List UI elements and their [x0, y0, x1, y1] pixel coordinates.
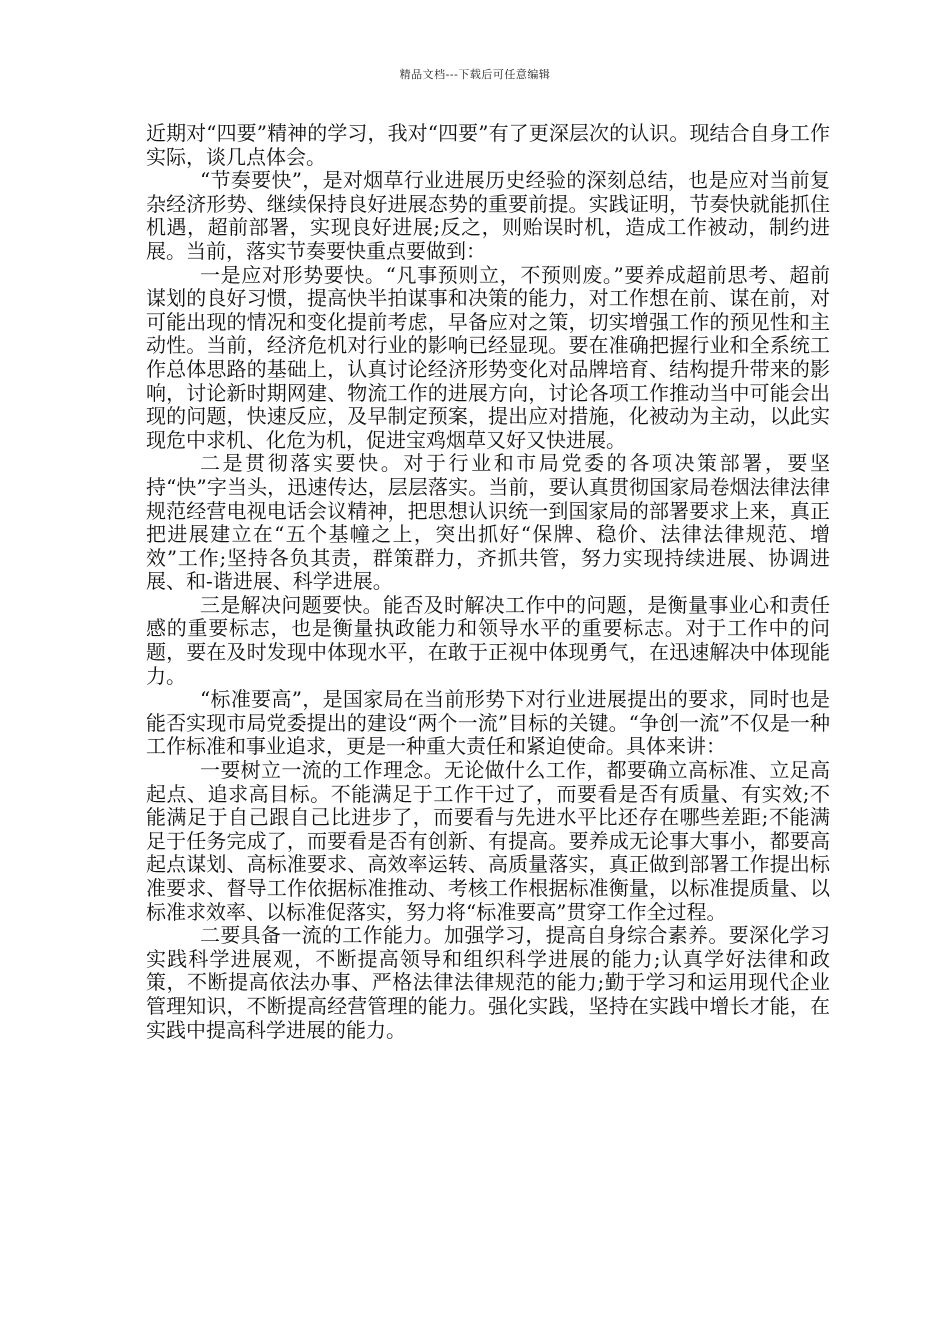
paragraph: 一是应对形势要快。“凡事预则立，不预则废。”要养成超前思考、超前谋划的良好习惯，提高快半拍谋事和决策的能力，对工作想在前、谋在前，对可能出现的情况和变化提前考虑，早备应对之策，切实增强工作的预见性和主动性。当前，经济危机对行业的影响已经显现。要在准确把握行业和全系统工作总体思路的基础上，认真讨论经济形势变化对品牌培育、结构提升带来的影响，讨论新时期网建、物流工作的进展方向，讨论各项工作推动当中可能会出现的问题，快速反应，及早制定预案，提出应对措施，化被动为主动，以此实现危中求机、化危为机，促进宝鸡烟草又好又快进展。 [146, 262, 830, 452]
paragraph: 三是解决问题要快。能否及时解决工作中的问题，是衡量事业心和责任感的重要标志，也是衡量执政能力和领导水平的重要标志。对于工作中的问题，要在及时发现中体现水平，在敢于正视中体现勇气，在迅速解决中体现能力。 [146, 592, 830, 688]
page-header: 精品文档---下载后可任意编辑 [399, 68, 551, 81]
paragraph: “节奏要快”，是对烟草行业进展历史经验的深刻总结，也是应对当前复杂经济形势、继续保持良好进展态势的重要前提。实践证明，节奏快就能抓住机遇，超前部署，实现良好进展;反之，则贻误时机，造成工作被动，制约进展。当前，落实节奏要快重点要做到： [146, 168, 830, 263]
paragraph: 近期对“四要”精神的学习，我对“四要”有了更深层次的认识。现结合自身工作实际，谈几点体会。 [146, 121, 830, 169]
document-body [146, 122, 830, 1042]
paragraph: 二是贯彻落实要快。对于行业和市局党委的各项决策部署，要坚持“快”字当头，迅速传达，层层落实。当前，要认真贯彻国家局卷烟法律法律规范经营电视电话会议精神，把思想认识统一到国家局的部署要求上来，真正把进展建立在“五个基幢之上，突出抓好“保牌、稳价、法律法律规范、增效”工作;坚持各负其责，群策群力，齐抓共管，努力实现持续进展、协调进展、和-谐进展、科学进展。 [146, 451, 830, 594]
paragraph: 一要树立一流的工作理念。无论做什么工作，都要确立高标准、立足高起点、追求高目标。不能满足于工作干过了，而要看是否有质量、有实效;不能满足于自己跟自己比进步了，而要看与先进水平比还存在哪些差距;不能满足于任务完成了，而要看是否有创新、有提高。要养成无论事大事小，都要高起点谋划、高标准要求、高效率运转、高质量落实，真正做到部署工作提出标准要求、督导工作依据标准推动、考核工作根据标准衡量，以标准提质量、以标准求效率、以标准促落实，努力将“标准要高”贯穿工作全过程。 [146, 758, 830, 924]
paragraph: “标准要高”，是国家局在当前形势下对行业进展提出的要求，同时也是能否实现市局党委提出的建设“两个一流”目标的关键。“争创一流”不仅是一种工作标准和事业追求，更是一种重大责任和紧迫使命。具体来讲： [146, 687, 830, 759]
paragraph: 二要具备一流的工作能力。加强学习，提高自身综合素养。要深化学习实践科学进展观，不断提高领导和组织科学进展的能力;认真学好法律和政策，不断提高依法办事、严格法律法律规范的能力;勤于学习和运用现代企业管理知识，不断提高经营管理的能力。强化实践，坚持在实践中增长才能，在实践中提高科学进展的能力。 [146, 923, 830, 1042]
